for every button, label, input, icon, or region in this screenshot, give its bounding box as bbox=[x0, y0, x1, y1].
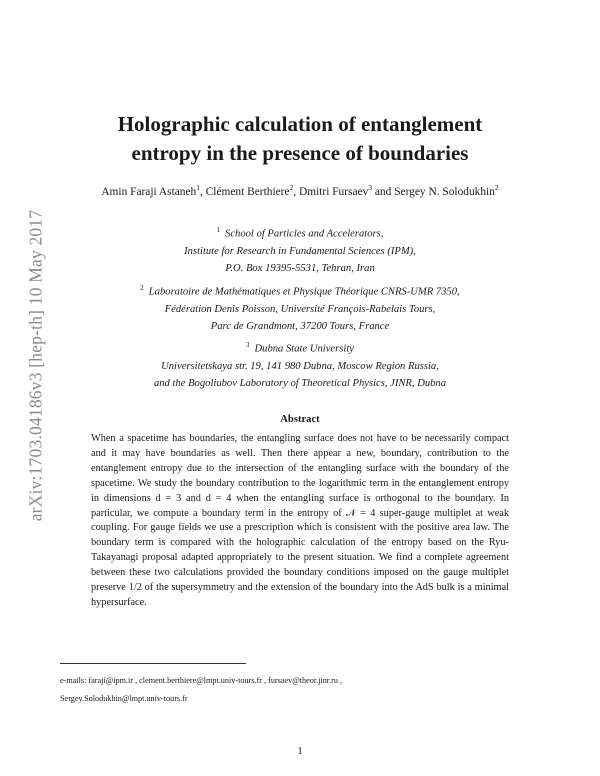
affiliation-line: Universitetskaya str. 19, 141 980 Dubna, Moscow Region Russia, bbox=[161, 360, 439, 372]
abstract-body: When a spacetime has boundaries, the entangling surface does not have to be necessarily compact and it may have boundaries as well. Then there appear a new, boundary, contribution to the entanglement entropy due to the intersection of the entangling surface with the boundary of the spacetime. We study the boundary contribution to the logarithmic term in the entanglement entropy in dimensions d = 3 and d = 4 when the entangling surface is orthogonal to the boundary. In particular, we compute a boundary term in the entropy of 𝒩 = 4 super-gauge multiplet at weak coupling. For gauge fields we use a prescription which is consistent with the positive area law. The boundary term is compared with the holographic calculation of the entropy based on the Ryu-Takayanagi proposal adapted appropriately to the present situation. We find a complete agreement between these two calculations provided the boundary conditions imposed on the gauge multiplet preserve 1/2 of the supersymmetry and the extension of the boundary into the AdS bulk is a minimal hypersurface. bbox=[91, 433, 509, 608]
author-name: Sergey N. Solodukhin bbox=[394, 185, 495, 198]
paper-title bbox=[60, 110, 540, 168]
affiliation-line: Institute for Research in Fundamental Sciences (IPM), bbox=[184, 245, 416, 257]
affiliation-line: P.O. Box 19395-5531, Tehran, Iran bbox=[225, 262, 375, 274]
footnote-divider bbox=[60, 663, 246, 664]
author-affiliation-mark: 2 bbox=[494, 183, 499, 192]
author-separator: , bbox=[200, 185, 206, 198]
affiliation-line: Laboratoire de Mathématiques et Physique Théorique CNRS-UMR 7350, bbox=[148, 286, 460, 298]
affiliation-1 bbox=[60, 222, 540, 277]
author-affiliation-mark: 2 bbox=[289, 183, 294, 192]
affiliation-line: Parc de Grandmont, 37200 Tours, France bbox=[210, 320, 390, 332]
page-number: 1 bbox=[297, 746, 303, 757]
author-list bbox=[40, 183, 560, 198]
affiliation-3 bbox=[60, 337, 540, 392]
author-affiliation-mark: 1 bbox=[196, 183, 200, 192]
footnote-line: e-mails: faraji@ipm.ir , clement.berthiere@lmpt.univ-tours.fr , fursaev@theor.jinr.ru , bbox=[60, 676, 343, 685]
arxiv-identifier bbox=[23, 180, 49, 550]
author-name: Amin Faraji Astaneh bbox=[101, 185, 197, 198]
author-name: Dmitri Fursaev bbox=[298, 185, 369, 198]
footnote-line: Sergey.Solodukhin@lmpt.univ-tours.fr bbox=[60, 694, 188, 703]
author-affiliation-mark: 3 bbox=[368, 183, 373, 192]
affiliation-line: School of Particles and Accelerators, bbox=[225, 228, 384, 240]
affiliation-line: Dubna State University bbox=[254, 343, 354, 355]
author-name: Clément Berthiere bbox=[205, 185, 290, 198]
author-separator: , bbox=[293, 185, 299, 198]
arxiv-identifier-text: arXiv:1703.04186v3 [hep-th] 10 May 2017 bbox=[25, 209, 46, 521]
affiliation-2 bbox=[60, 280, 540, 335]
affiliation-line: Fédération Denis Poisson, Université François-Rabelais Tours, bbox=[164, 303, 436, 315]
abstract-heading: Abstract bbox=[280, 414, 320, 425]
footnote bbox=[60, 672, 550, 708]
title-line-2: entropy in the presence of boundaries bbox=[131, 141, 469, 165]
affiliation-mark: 2 bbox=[140, 284, 144, 292]
affiliation-mark: 1 bbox=[216, 226, 221, 234]
affiliation-line: and the Bogoliubov Laboratory of Theoretical Physics, JINR, Dubna bbox=[153, 377, 447, 389]
affiliation-mark: 3 bbox=[246, 341, 250, 349]
author-separator: and bbox=[372, 185, 395, 198]
title-line-1: Holographic calculation of entanglement bbox=[117, 112, 483, 136]
